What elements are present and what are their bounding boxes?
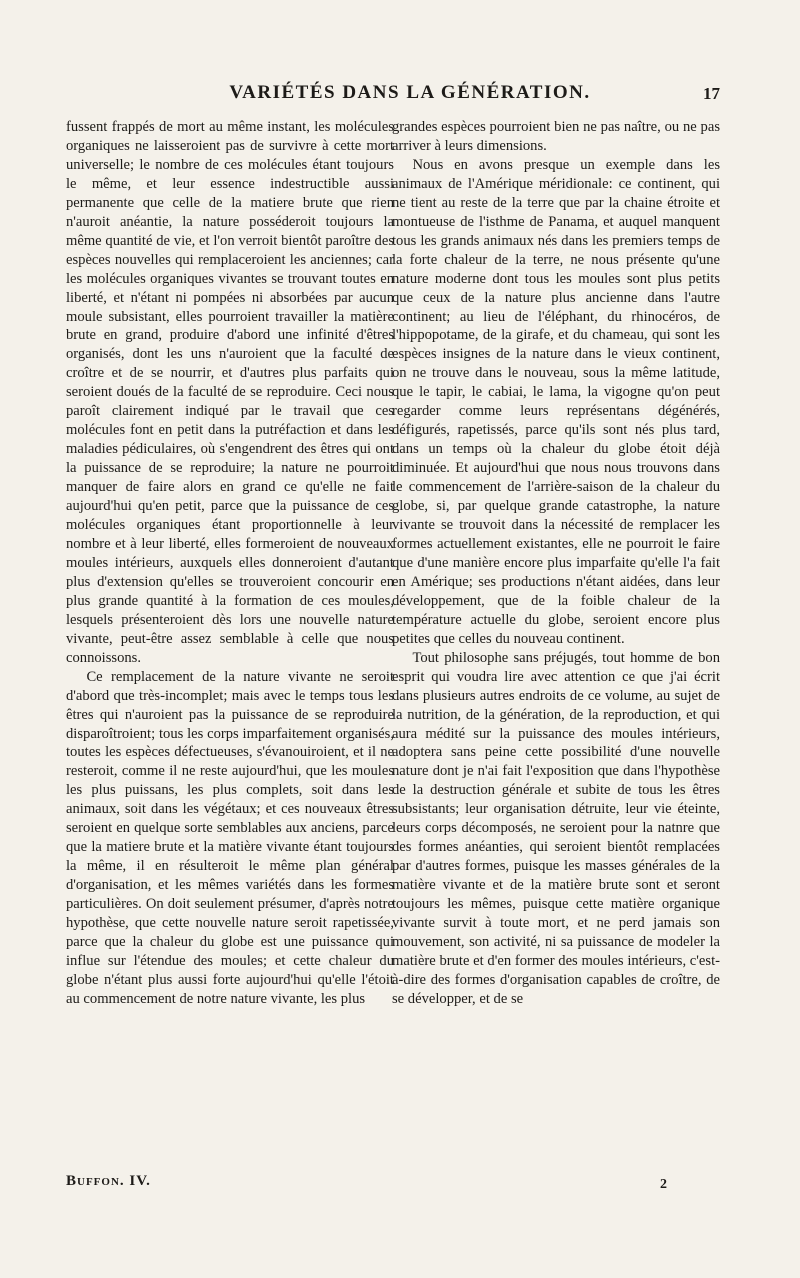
signature-mark: Buffon. IV. [66,1173,151,1189]
paragraph: grandes espèces pourroient bien ne pas naître, ou ne pas arriver à leurs dimensions. [392,119,720,154]
left-column [66,118,394,1009]
sheet-mark: 2 [660,1177,667,1192]
running-title: VARIÉTÉS DANS LA GÉNÉRATION. [229,82,591,103]
page-header [100,82,720,110]
paragraph: Nous en avons presque un exemple dans les animaux de l'Amérique méridionale: ce continent, qui ne tient au reste de la terre que par la chaine étroite et montueuse de l'isthme de Panama, et auquel manquent tous les grands animaux nés dans les premiers temps de la forte chaleur de la terre, ne nous présente qu'une nature moderne dont tous les moules sont plus petits que ceux de la nature plus ancienne dans l'autre continent; au lieu de l'éléphant, du rhinocéros, de l'hippopotame, de la girafe, et du chameau, qui sont les espèces insignes de la nature dans le vieux continent, on ne trouve dans le nouveau, sous la même latitude, que le tapir, le cabiai, le lama, la vigogne qu'on peut regarder comme leurs représentans dégénérés, défigurés, rapetissés, parce qu'ils sont nés plus tard, dans un temps où la chaleur du globe étoit déjà diminuée. Et aujourd'hui que nous nous trouvons dans le commencement de l'arrière-saison de la chaleur du globe, si, par quelque grande catastrophe, la nature vivante se trouvoit dans la nécessité de remplacer les formes actuellement existantes, elle ne pourroit le faire que d'une manière encore plus imparfaite qu'elle l'a fait en Amérique; ses productions n'étant aidées, dans leur développement, que de la foible chaleur de la température actuelle du globe, seroient encore plus petites que celles du nouveau continent. [392,156,720,647]
paragraph: fussent frappés de mort au même instant, les molécules organiques ne laisseroient pas de survivre à cette mort universelle; le nombre de ces molécules étant toujours le même, et leur essence indestructible aussi permanente que celle de la matiere brute que rien n'auroit anéantie, la nature posséderoit toujours la même quantité de vie, et l'on verroit bientôt paroître des espèces nouvelles qui remplaceroient les anciennes; car les molécules organiques vivantes se trouvant toutes en liberté, et n'étant ni pompées ni absorbées par aucun moule subsistant, elles pourroient travailler la matière brute en grand, produire d'abord une infinité d'êtres organisés, dont les uns n'auroient que la faculté de croître et de se nourrir, et d'autres plus parfaits qui seroient doués de la faculté de se reproduire. Ceci nous paroît clairement indiqué par le travail que ces molécules font en petit dans la putréfaction et dans les maladies pédiculaires, où s'engendrent des êtres qui ont la puissance de se reproduire; la nature ne pourroit manquer de faire alors en grand ce qu'elle ne fait aujourd'hui qu'en petit, parce que la puissance de ces molécules organiques étant proportionnelle à leur nombre et à leur liberté, elles formeroient de nouveaux moules intérieurs, auxquels elles donneroient d'autant plus d'extension qu'elles se trouveroient concourir en plus grande quantité à la formation de ces moules, lesquels présenteroient dès lors une nouvelle nature vivante, peut-être assez semblable à celle que nous connoissons. [66,119,394,666]
page-number: 17 [703,84,720,103]
right-column [392,118,720,1009]
paragraph: Tout philosophe sans préjugés, tout homme de bon esprit qui voudra lire avec attention ce que j'ai écrit dans plusieurs autres endroits de ce volume, au sujet de la nutrition, de la génération, de la reproduction, et qui aura médité sur la puissance des moules intérieurs, adoptera sans peine cette possibilité d'une nouvelle nature dont je n'ai fait l'exposition que dans l'hypothèse de la destruction générale et subite de tous les êtres subsistants; leur organisation détruite, leur vie éteinte, leurs corps décomposés, ne seroient pour la natnre que des formes anéanties, qui seroient bientôt remplacées par d'autres formes, puisque les masses générales de la matière vivante et de la matière brute sont et seront toujours les mêmes, puisque cette matière organique vivante survit à toute mort, et ne perd jamais son mouvement, son activité, ni sa puissance de modeler la matière brute et d'en former des moules intérieurs, c'est-à-dire des formes d'organisation capables de croître, de se développer, et de se [392,649,720,1007]
paragraph: Ce remplacement de la nature vivante ne seroit d'abord que très-incomplet; mais avec le temps tous les êtres qui n'auroient pas la puissance de se reproduire disparoîtroient; tous les corps imparfaitement organisés, toutes les espèces défectueuses, s'évanouiroient, et il ne resteroit, comme il ne reste aujourd'hui, que les moules les plus puissans, les plus complets, soit dans les animaux, soit dans les végétaux; et ces nouveaux êtres seroient en quelque sorte semblables aux anciens, parce que la matiere brute et la matière vivante étant toujours la même, il en résulteroit le même plan général d'organisation, et les mêmes variétés dans les formes particulières. On doit seulement présumer, d'après notre hypothèse, que cette nouvelle nature seroit rapetissée, parce que la chaleur du globe est une puissance qui influe sur l'étendue des moules; et cette chaleur du globe n'étant plus aussi forte aujourd'hui qu'elle l'étoit au commencement de notre nature vivante, les plus [66,668,394,1007]
